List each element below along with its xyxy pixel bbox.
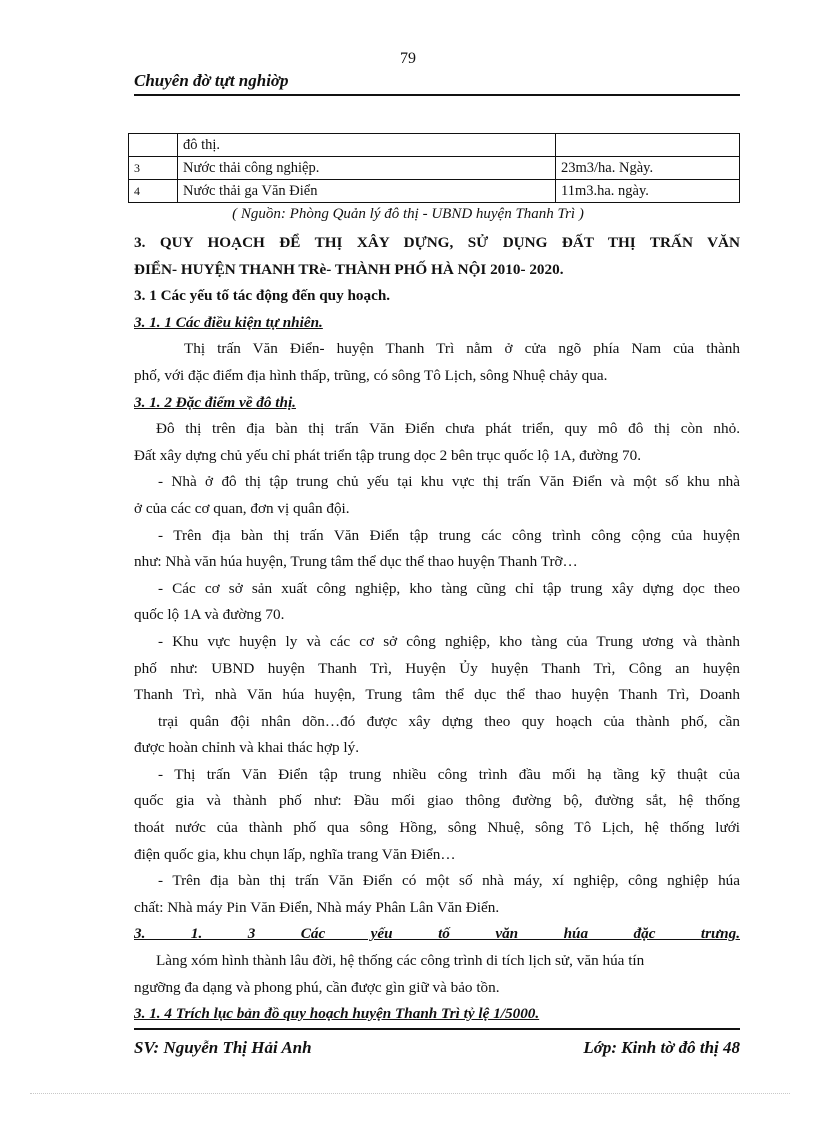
subsubsection-heading: 3. 1. 1 Các điều kiện tự nhiên. <box>134 313 323 331</box>
wastewater-table <box>128 133 740 203</box>
table-cell <box>129 134 178 157</box>
paragraph-line: như: Nhà văn húa huyện, Trung tâm thể dục thể thao huyện Thanh Trỡ… <box>134 553 578 571</box>
paragraph-line: Thanh Trì, nhà Văn húa huyện, Trung tâm thể dục thể thao huyện Thanh Trì, Doanh <box>134 686 740 704</box>
table-row <box>129 157 740 180</box>
table-cell: 11m3.ha. ngày. <box>556 180 740 203</box>
paragraph-line: quốc lộ 1A và đường 70. <box>134 606 285 624</box>
table-row <box>129 180 740 203</box>
paragraph-line: điện quốc gia, khu chụn lấp, nghĩa trang Văn Điển… <box>134 845 456 863</box>
table-row <box>129 134 740 157</box>
paragraph-line: phố như: UBND huyện Thanh Trì, Huyện Ủy huyện Thanh Trì, Công an huyện <box>134 659 740 677</box>
table-cell: đô thị. <box>178 134 556 157</box>
paragraph-line: quốc gia và thành phố như: Đầu mối giao thông đường bộ, đường sắt, hệ thống <box>134 792 740 810</box>
table-cell: 4 <box>129 180 178 203</box>
section-heading: 3. QUY HOẠCH ĐỂ THỊ XÂY DỰNG, SỬ DỤNG ĐẤT THỊ TRẤN VĂN <box>134 234 740 251</box>
paragraph-line: Đô thị trên địa bàn thị trấn Văn Điển chưa phát triển, quy mô đô thị còn nhỏ. <box>156 420 740 438</box>
header-title: Chuyên đờ tựt nghiờp <box>134 71 289 90</box>
paragraph-line: chất: Nhà máy Pin Văn Điển, Nhà máy Phân Lân Văn Điển. <box>134 898 500 916</box>
page-header <box>134 70 740 96</box>
paragraph-line: - Thị trấn Văn Điển tập trung nhiều công trình đầu mối hạ tầng kỹ thuật của <box>158 765 740 783</box>
body-text <box>134 230 740 1028</box>
paragraph-line: - Khu vực huyện ly và các cơ sở công nghiệp, kho tàng của Trung ương và thành <box>158 632 740 650</box>
paragraph-line: phố, với đặc điểm địa hình thấp, trũng, có sông Tô Lịch, sông Nhuệ chảy qua. <box>134 366 608 384</box>
footer-class: Lớp: Kinh tờ đô thị 48 <box>583 1038 740 1057</box>
page-footer <box>134 1028 740 1057</box>
paragraph-line: Đất xây dựng chủ yếu chỉ phát triển tập trung dọc 2 bên trục quốc lộ 1A, đường 70. <box>134 446 642 464</box>
table-source-note: ( Nguồn: Phòng Quản lý đô thị - UBND huyện Thanh Trì ) <box>232 206 584 222</box>
table-cell: Nước thải ga Văn Điển <box>178 180 556 203</box>
paragraph-line: Làng xóm hình thành lâu đời, hệ thống các công trình di tích lịch sử, văn húa tín <box>156 952 645 970</box>
paragraph-line: - Trên địa bàn thị trấn Văn Điển có một số nhà máy, xí nghiệp, công nghiệp húa <box>158 872 740 890</box>
table-cell: 3 <box>129 157 178 180</box>
section-heading: ĐIỂN- HUYỆN THANH TRè- THÀNH PHỐ HÀ NỘI 2010- 2020. <box>134 260 564 278</box>
paragraph-line: ngưỡng đa dạng và phong phú, cần được gìn giữ và bảo tồn. <box>134 978 500 996</box>
table-cell: Nước thải công nghiệp. <box>178 157 556 180</box>
subsection-heading: 3. 1 Các yếu tố tác động đến quy hoạch. <box>134 287 391 305</box>
paragraph-line: trại quân đội nhân dõn…đó được xây dựng theo quy hoạch của thành phố, cần <box>158 712 740 730</box>
subsubsection-heading: 3. 1. 4 Trích lục bản đồ quy hoạch huyện Thanh Trì tỷ lệ 1/5000. <box>134 1005 540 1023</box>
paragraph-line: - Trên địa bàn thị trấn Văn Điển tập trung các công trình công cộng của huyện <box>158 526 740 544</box>
table-cell: 23m3/ha. Ngày. <box>556 157 740 180</box>
page-number: 79 <box>400 50 416 67</box>
paragraph-line: thoát nước của thành phố qua sông Hồng, sông Nhuệ, sông Tô Lịch, hệ thống lưới <box>134 819 740 837</box>
subsubsection-heading: 3. 1. 3 Các yếu tố văn húa đặc trưng. <box>134 925 740 943</box>
paragraph-line: - Nhà ở đô thị tập trung chủ yếu tại khu vực thị trấn Văn Điển và một số khu nhà <box>158 473 740 491</box>
paragraph-line: ở của các cơ quan, đơn vị quân đội. <box>134 499 350 517</box>
paragraph-line: Thị trấn Văn Điển- huyện Thanh Trì nằm ở cửa ngõ phía Nam của thành <box>184 340 740 358</box>
table-cell <box>556 134 740 157</box>
subsubsection-heading: 3. 1. 2 Đặc điểm về đô thị. <box>134 393 296 411</box>
page-bottom-divider <box>30 1093 790 1094</box>
footer-student: SV: Nguyễn Thị Hải Anh <box>134 1038 312 1057</box>
paragraph-line: được hoàn chỉnh và khai thác hợp lý. <box>134 739 360 757</box>
paragraph-line: - Các cơ sở sản xuất công nghiệp, kho tàng cũng chỉ tập trung xây dựng dọc theo <box>158 579 740 597</box>
